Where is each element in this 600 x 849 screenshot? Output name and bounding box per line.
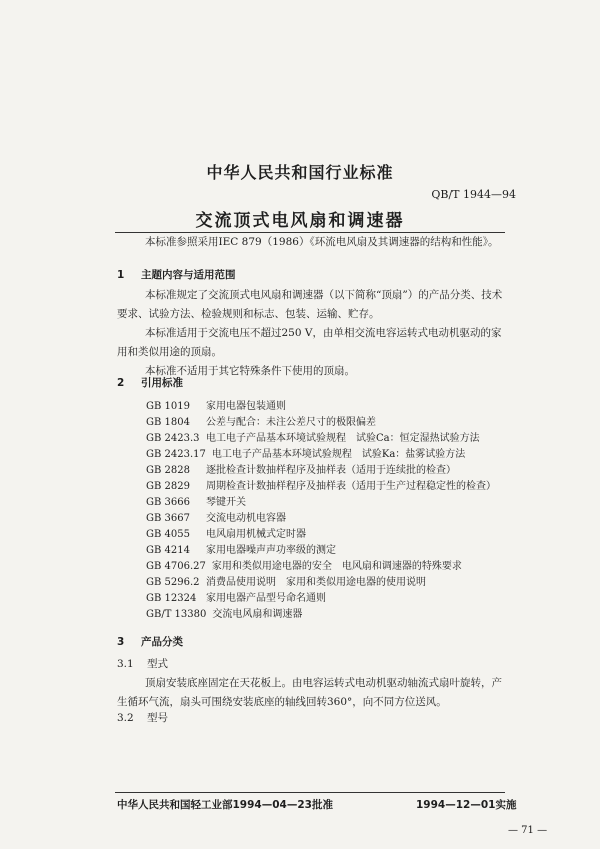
reference-title: 琴键开关: [206, 497, 246, 508]
reference-item: [146, 416, 376, 429]
reference-item: [146, 576, 426, 589]
reference-title: 家用电器包装通则: [206, 401, 286, 412]
reference-code: GB 4214: [146, 545, 190, 556]
reference-title: 逐批检查计数抽样程序及抽样表（适用于连续批的检查）: [206, 465, 456, 476]
reference-code: GB 5296.2: [146, 577, 200, 588]
section-3-1-heading: [117, 656, 168, 671]
reference-item: [146, 432, 480, 445]
reference-title: 家用电器产品型号命名通则: [206, 593, 326, 604]
reference-item: [146, 528, 306, 541]
reference-code: GB 12324: [146, 593, 197, 604]
reference-code: GB 1804: [146, 417, 190, 428]
standard-code: QB/T 1944—94: [431, 188, 516, 201]
reference-title: 公差与配合：未注公差尺寸的极限偏差: [206, 417, 376, 428]
section-1-paragraph-3: 本标准不适用于其它特殊条件下使用的顶扇。: [145, 365, 355, 377]
reference-item: [146, 592, 326, 605]
reference-title: 交流电风扇和调速器: [212, 609, 303, 620]
reference-title: 电工电子产品基本环境试验规程 试验Ca：恒定湿热试验方法: [206, 433, 480, 444]
section-1-heading: [117, 267, 236, 282]
section-3-2-number: 3.2: [117, 712, 134, 724]
section-1-paragraph-1: 本标准规定了交流顶式电风扇和调速器（以下简称“顶扇”）的产品分类、技术要求、试验方法、检验规则和标志、包装、运输、贮存。: [117, 289, 503, 320]
reference-item: [146, 448, 465, 461]
reference-item: [146, 496, 246, 509]
reference-title: 交流电动机电容器: [206, 513, 286, 524]
section-2-number: 2: [117, 377, 125, 389]
reference-code: GB 4706.27: [146, 561, 206, 572]
reference-item: [146, 400, 286, 413]
reference-code: GB 2423.3: [146, 433, 200, 444]
section-3-1-paragraph: 顶扇安装底座固定在天花板上。由电容运转式电动机驱动轴流式扇叶旋转，产生循环气流，扇头可围绕安装底座的轴线回转360°，向不同方位送风。: [117, 677, 502, 708]
implementation-date: 1994—12—01实施: [416, 799, 517, 811]
reference-item: [146, 512, 286, 525]
reference-title: 电工电子产品基本环境试验规程 试验Ka：盐雾试验方法: [211, 449, 466, 460]
issuing-organization: 中华人民共和国行业标准: [206, 163, 394, 182]
reference-item: [146, 480, 496, 493]
reference-title: 家用和类似用途电器的安全 电风扇和调速器的特殊要求: [211, 561, 462, 572]
section-3-2-heading: [117, 710, 168, 725]
reference-code: GB 3666: [146, 497, 190, 508]
section-1-number: 1: [117, 269, 125, 281]
section-2-title: 引用标准: [141, 377, 183, 389]
intro-paragraph: 本标准参照采用IEC 879（1986）《环流电风扇及其调速器的结构和性能》。: [145, 236, 499, 248]
section-3-title: 产品分类: [141, 636, 183, 648]
reference-item: [146, 560, 462, 573]
section-1-title: 主题内容与适用范围: [141, 269, 236, 281]
page-number: — 71 —: [508, 825, 548, 836]
reference-item: [146, 464, 456, 477]
section-3-1-title: 型式: [147, 658, 168, 670]
reference-title: 电风扇用机械式定时器: [206, 529, 306, 540]
approval-date: 中华人民共和国轻工业部1994—04—23批准: [117, 799, 333, 811]
footer-divider: [115, 792, 505, 793]
document-title: 交流顶式电风扇和调速器: [195, 211, 405, 231]
reference-item: [146, 544, 336, 557]
reference-title: 家用电器噪声声功率级的测定: [206, 545, 336, 556]
reference-code: GB 2828: [146, 465, 190, 476]
section-2-heading: [117, 375, 183, 390]
reference-code: GB 1019: [146, 401, 190, 412]
reference-item: [146, 608, 302, 621]
section-3-1-number: 3.1: [117, 658, 134, 670]
reference-title: 周期检查计数抽样程序及抽样表（适用于生产过程稳定性的检查）: [206, 481, 496, 492]
section-3-heading: [117, 634, 183, 649]
reference-code: GB 3667: [146, 513, 190, 524]
reference-code: GB 4055: [146, 529, 190, 540]
reference-code: GB 2423.17: [146, 449, 206, 460]
section-1-paragraph-2: 本标准适用于交流电压不超过250 V，由单相交流电容运转式电动机驱动的家用和类似用途的顶扇。: [117, 327, 502, 358]
section-3-2-title: 型号: [147, 712, 168, 724]
reference-code: GB 2829: [146, 481, 190, 492]
reference-title: 消费品使用说明 家用和类似用途电器的使用说明: [206, 577, 426, 588]
reference-code: GB/T 13380: [146, 609, 207, 620]
section-3-number: 3: [117, 636, 125, 648]
